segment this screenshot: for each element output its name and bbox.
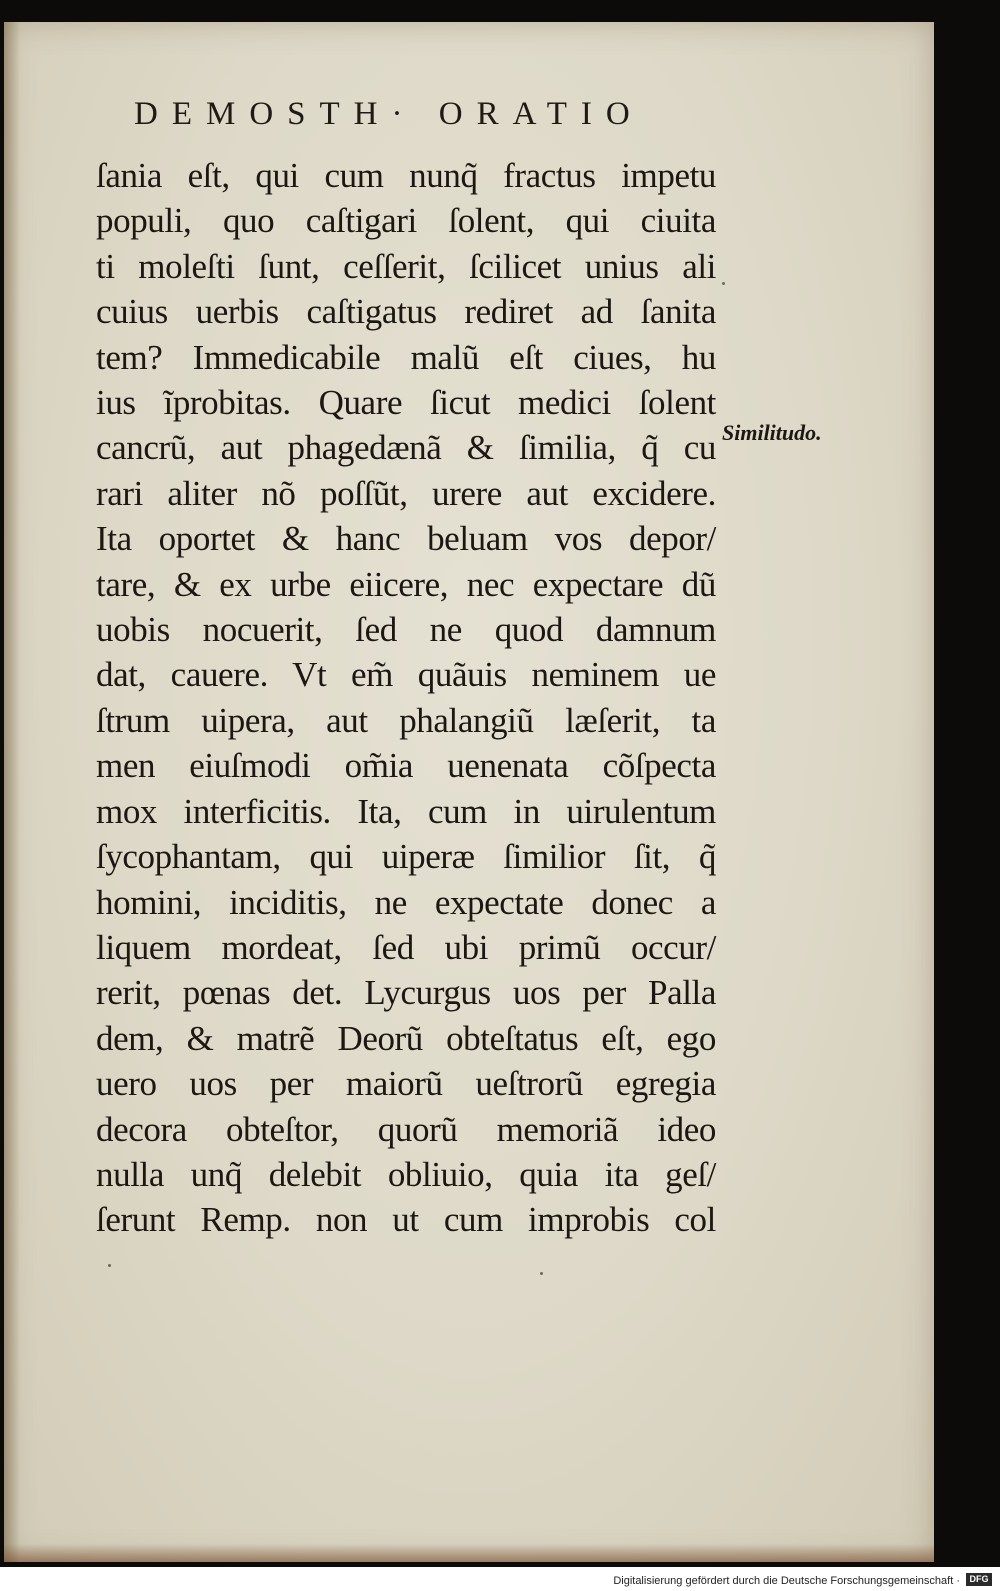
text-line: ſania eſt, qui cum nunq̃ fractus impetu (96, 156, 716, 195)
text-line: uobis nocuerit, ſed ne quod damnum (96, 610, 716, 650)
text-line: men eiuſmodi om̃ia uenenata cõſpecta (96, 746, 716, 786)
marginal-note: Similitudo. (722, 420, 822, 445)
ink-speck (722, 282, 725, 285)
running-head: DEMOSTH· ORATIO (134, 96, 644, 132)
text-line: mox interficitis. Ita, cum in uirulentum (96, 791, 716, 831)
page-bottom-edge (4, 1544, 934, 1562)
text-line: cancrũ, aut phagedænã & ſimilia, q̃ cu (96, 428, 716, 468)
text-line: rari aliter nõ poſſũt, urere aut excidere. (96, 473, 716, 513)
text-line: decora obteſtor, quorũ memoriã ideo (96, 1109, 716, 1149)
text-line: ſycophantam, qui uiperæ ſimilior ſit, q̃ (96, 837, 716, 877)
text-line: uero uos per maiorũ ueſtrorũ egregia (96, 1064, 716, 1104)
text-line: cuius uerbis caſtigatus rediret ad ſanita (96, 292, 716, 332)
text-line: liquem mordeat, ſed ubi primũ occur/ (96, 927, 716, 967)
text-line: ius ĩprobitas. Quare ſicut medici ſolent (96, 383, 716, 423)
text-line: Ita oportet & hanc beluam vos depor/ (96, 519, 716, 559)
dfg-logo-icon: DFG (966, 1573, 992, 1586)
text-line: tare, & ex urbe eiicere, nec expectare dũ (96, 564, 716, 604)
text-line: ſtrum uipera, aut phalangiũ læſerit, ta (96, 700, 716, 740)
text-line: ſerunt Remp. non ut cum improbis col (96, 1200, 716, 1240)
text-line: nulla unq̃ delebit obliuio, quia ita geſ/ (96, 1154, 716, 1194)
ink-speck (540, 1272, 543, 1275)
text-line: dat, cauere. Vt em̃ quãuis neminem ue (96, 655, 716, 695)
text-line: tem? Immedicabile malũ eſt ciues, hu (96, 337, 716, 377)
footer-bar (0, 1567, 1000, 1591)
ink-speck (108, 1264, 111, 1267)
text-line: populi, quo caſtigari ſolent, qui ciuita (96, 201, 716, 241)
footer-credit: Digitalisierung gefördert durch die Deutsche Forschungsgemeinschaft · (613, 1575, 960, 1587)
text-line: dem, & matrẽ Deorũ obteſtatus eſt, ego (96, 1018, 716, 1058)
text-line: ti moleſti ſunt, ceſſerit, ſcilicet unius ali (96, 246, 716, 286)
text-block (96, 153, 716, 1243)
page-gutter-shadow (4, 22, 20, 1562)
text-line: homini, inciditis, ne expectate donec a (96, 882, 716, 922)
text-line: rerit, pœnas det. Lycurgus uos per Palla (96, 973, 716, 1013)
